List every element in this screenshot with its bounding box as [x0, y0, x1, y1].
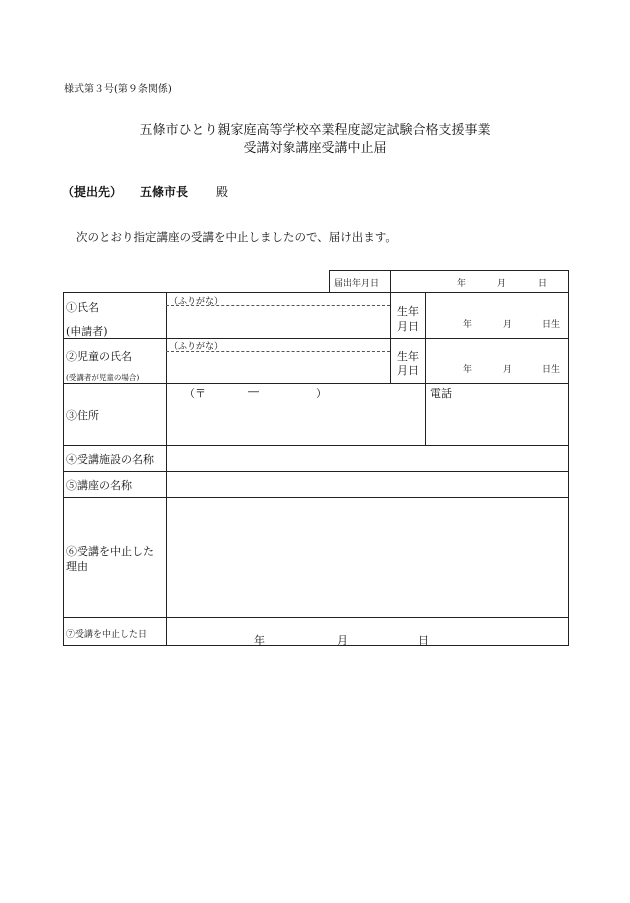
applicant-birth-label-1: 生年 [397, 305, 419, 318]
address-label: ③住所 [66, 409, 99, 422]
applicant-sublabel: (申請者) [66, 325, 108, 338]
applicant-birth-year: 年 [463, 320, 473, 330]
filing-date-input[interactable] [391, 271, 568, 292]
applicant-birth-day: 日生 [542, 320, 561, 330]
intro-text: 次のとおり指定講座の受講を中止しましたので、届け出ます。 [76, 230, 397, 244]
reason-textarea[interactable] [168, 499, 568, 616]
course-label: ⑤講座の名称 [66, 479, 132, 492]
form-number: 様式第３号(第９条関係) [64, 84, 172, 95]
applicant-furigana-label: （ふりがな） [169, 297, 224, 307]
recipient-mayor: 五條市長 [140, 185, 189, 199]
child-name-input[interactable] [168, 353, 388, 382]
stop-date-label: ⑦受講を中止した日 [66, 630, 148, 640]
child-sublabel: (受講者が児童の場合) [66, 373, 140, 382]
applicant-birth-label-2: 月日 [397, 320, 419, 333]
recipient-line [62, 183, 228, 200]
child-label: ②児童の氏名 [66, 350, 132, 363]
applicant-name-input[interactable] [168, 307, 388, 337]
applicant-label: ①氏名 [66, 301, 99, 314]
address-input[interactable] [168, 385, 423, 444]
child-birthdate-input[interactable] [427, 340, 568, 382]
reason-label-1: ⑥受講を中止した [66, 545, 154, 558]
recipient-label: （提出先） [62, 185, 123, 199]
child-furigana-input[interactable] [240, 339, 388, 350]
applicant-birthdate-input[interactable] [427, 294, 568, 337]
facility-input[interactable] [168, 447, 568, 470]
postal-open: （〒 [184, 387, 206, 400]
filing-day: 日 [538, 279, 548, 289]
facility-label: ④受講施設の名称 [66, 453, 154, 466]
phone-input[interactable] [427, 400, 568, 444]
form-title: 五條市ひとり親家庭高等学校卒業程度認定試験合格支援事業 [139, 123, 491, 138]
child-birth-month: 月 [503, 365, 513, 375]
stop-date-input[interactable] [168, 619, 568, 645]
course-input[interactable] [168, 473, 568, 496]
child-furigana-label: （ふりがな） [169, 342, 224, 352]
phone-label: 電話 [430, 387, 452, 400]
applicant-birth-month: 月 [503, 320, 513, 330]
child-birth-label-1: 生年 [397, 350, 419, 363]
stop-date-month: 月 [337, 634, 348, 647]
child-birth-day: 日生 [542, 365, 561, 375]
filing-month: 月 [497, 279, 507, 289]
child-birth-year: 年 [463, 365, 473, 375]
reason-label-2: 理由 [66, 560, 88, 573]
stop-date-day: 日 [418, 634, 429, 647]
postal-dash: ― [248, 385, 259, 398]
postal-close: ） [316, 387, 327, 400]
recipient-honorific: 殿 [216, 185, 229, 199]
applicant-furigana-input[interactable] [240, 293, 388, 304]
form-subtitle: 受講対象講座受講中止届 [243, 141, 387, 156]
filing-year: 年 [457, 279, 467, 289]
stop-date-year: 年 [254, 634, 265, 647]
child-birth-label-2: 月日 [397, 364, 419, 377]
filing-date-label: 届出年月日 [334, 279, 380, 289]
